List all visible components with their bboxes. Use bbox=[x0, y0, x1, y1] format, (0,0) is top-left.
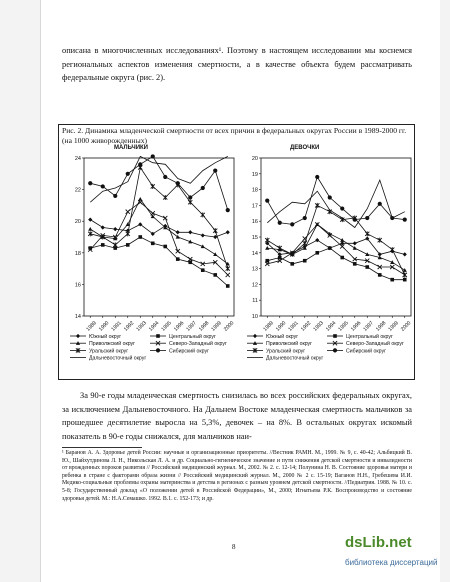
chart-title-girls: ДЕВОЧКИ bbox=[290, 145, 320, 151]
girls-data-point bbox=[353, 262, 357, 266]
boys-x-tick-label: 1993 bbox=[135, 320, 148, 333]
boys-y-tick-label: 18 bbox=[74, 250, 81, 257]
boys-x-tick-label: 2000 bbox=[222, 320, 236, 333]
girls-legend-marker bbox=[333, 348, 337, 352]
girls-data-point bbox=[378, 273, 382, 277]
boys-chart bbox=[66, 140, 238, 376]
boys-legend-label: Северо-Западный округ bbox=[169, 341, 227, 348]
boys-legend-label: Приволжский округ bbox=[89, 341, 136, 348]
boys-x-tick-label: 1992 bbox=[122, 320, 136, 333]
boys-legend-label: Уральский округ bbox=[89, 348, 129, 355]
girls-data-point bbox=[290, 262, 294, 266]
boys-legend-label: Дальневосточный округ bbox=[89, 355, 147, 362]
girls-x-tick-label: 1996 bbox=[349, 320, 363, 333]
girls-legend-entry bbox=[327, 340, 404, 347]
girls-data-point bbox=[365, 265, 369, 269]
girls-data-point bbox=[290, 222, 294, 226]
boys-data-point bbox=[201, 233, 205, 237]
girls-data-point bbox=[365, 252, 369, 256]
boys-series-line bbox=[90, 202, 228, 275]
girls-data-point bbox=[390, 278, 394, 282]
boys-y-tick-label: 20 bbox=[74, 219, 81, 226]
boys-data-point bbox=[188, 200, 192, 205]
girls-y-tick-label: 18 bbox=[251, 187, 258, 194]
girls-series-0 bbox=[265, 236, 407, 256]
boys-x-tick-label: 1991 bbox=[110, 320, 123, 333]
girls-y-tick-label: 19 bbox=[251, 171, 258, 178]
girls-series-6 bbox=[267, 180, 405, 227]
girls-legend-entry bbox=[247, 347, 305, 354]
boys-data-point bbox=[88, 218, 92, 222]
boys-data-point bbox=[101, 243, 105, 247]
boys-x-tick-label: 1998 bbox=[197, 320, 211, 333]
girls-series-line bbox=[267, 177, 405, 224]
boys-x-tick-label: 1996 bbox=[172, 320, 186, 333]
girls-data-point bbox=[315, 238, 319, 242]
girls-data-point bbox=[265, 238, 269, 243]
girls-y-tick-label: 17 bbox=[251, 203, 258, 210]
boys-data-point bbox=[176, 181, 180, 185]
watermark bbox=[345, 534, 445, 574]
boys-x-tick-label: 1994 bbox=[147, 320, 161, 333]
girls-legend-label: Приволжский округ bbox=[266, 341, 313, 348]
girls-y-tick-label: 13 bbox=[251, 266, 258, 273]
boys-data-point bbox=[226, 284, 230, 288]
boys-data-point bbox=[176, 257, 180, 261]
girls-series-5 bbox=[265, 175, 407, 227]
boys-data-point bbox=[226, 230, 230, 234]
girls-data-point bbox=[365, 216, 369, 220]
boys-series-3 bbox=[88, 200, 230, 277]
girls-x-tick-label: 1995 bbox=[337, 320, 350, 333]
boys-x-tick-label: 1995 bbox=[160, 320, 173, 333]
girls-series-line bbox=[267, 205, 405, 275]
boys-legend-label: Сибирский округ bbox=[169, 348, 209, 355]
girls-data-point bbox=[278, 256, 282, 260]
girls-x-tick-label: 1993 bbox=[312, 320, 325, 333]
boys-data-point bbox=[126, 243, 130, 247]
boys-data-point bbox=[176, 249, 180, 253]
girls-data-point bbox=[315, 251, 319, 255]
girls-data-point bbox=[265, 199, 269, 203]
girls-legend-label: Центральный округ bbox=[346, 334, 393, 340]
boys-series-2 bbox=[88, 197, 230, 266]
boys-legend-label: Центральный округ bbox=[169, 334, 216, 340]
boys-legend-entry bbox=[150, 333, 216, 340]
boys-series-line bbox=[90, 156, 228, 210]
girls-legend-marker bbox=[333, 334, 337, 338]
girls-x-tick-label: 1997 bbox=[362, 320, 375, 333]
boys-x-tick-label: 1990 bbox=[97, 320, 111, 333]
boys-data-point bbox=[138, 235, 142, 239]
boys-data-point bbox=[201, 268, 205, 272]
boys-legend-entry bbox=[70, 347, 128, 354]
boys-legend-marker bbox=[156, 334, 160, 338]
boys-data-point bbox=[226, 273, 230, 277]
boys-y-tick-label: 16 bbox=[74, 282, 81, 289]
boys-legend-entry bbox=[70, 340, 135, 347]
boys-series-line bbox=[90, 156, 228, 202]
boys-data-point bbox=[213, 228, 217, 233]
girls-y-tick-label: 10 bbox=[251, 314, 258, 320]
boys-data-point bbox=[226, 266, 230, 271]
girls-y-tick-label: 15 bbox=[251, 235, 258, 241]
boys-data-point bbox=[126, 210, 130, 214]
girls-x-tick-label: 1999 bbox=[387, 320, 400, 333]
girls-series-3 bbox=[265, 222, 407, 277]
boys-y-tick-label: 14 bbox=[74, 314, 81, 320]
watermark-logo: dsLib.net bbox=[345, 534, 412, 551]
boys-x-tick-label: 1999 bbox=[210, 320, 223, 333]
page-number: 8 bbox=[232, 543, 236, 551]
girls-series-line bbox=[267, 180, 405, 227]
boys-legend-label: Южный округ bbox=[89, 334, 122, 340]
girls-x-tick-label: 1989 bbox=[262, 320, 275, 333]
boys-legend-entry bbox=[150, 347, 209, 354]
boys-legend-entry bbox=[150, 340, 227, 347]
boys-series-5 bbox=[88, 154, 230, 212]
boys-series-line bbox=[90, 168, 228, 269]
boys-data-point bbox=[213, 273, 217, 277]
girls-data-point bbox=[315, 175, 319, 179]
girls-x-tick-label: 1998 bbox=[374, 320, 388, 333]
boys-data-point bbox=[213, 169, 217, 173]
girls-data-point bbox=[340, 238, 344, 242]
girls-y-tick-label: 16 bbox=[251, 219, 258, 226]
boys-data-point bbox=[201, 186, 205, 190]
boys-data-point bbox=[188, 260, 192, 264]
girls-x-tick-label: 2000 bbox=[399, 320, 413, 333]
girls-legend-label: Сибирский округ bbox=[346, 348, 386, 355]
girls-series-line bbox=[267, 224, 405, 270]
girls-data-point bbox=[303, 216, 307, 220]
girls-data-point bbox=[328, 246, 332, 250]
boys-data-point bbox=[163, 195, 167, 200]
girls-y-tick-label: 20 bbox=[251, 156, 258, 162]
girls-legend-entry bbox=[247, 340, 312, 347]
boys-data-point bbox=[151, 242, 155, 246]
girls-data-point bbox=[403, 218, 407, 222]
boys-x-tick-label: 1989 bbox=[85, 320, 98, 333]
boys-data-point bbox=[163, 216, 167, 220]
boys-data-point bbox=[176, 230, 180, 234]
girls-data-point bbox=[278, 246, 282, 251]
girls-y-tick-label: 12 bbox=[251, 282, 258, 289]
girls-legend-entry bbox=[327, 347, 386, 354]
boys-legend-marker bbox=[76, 334, 80, 338]
watermark-subtitle: библиотека диссертаций bbox=[345, 558, 438, 567]
girls-data-point bbox=[278, 221, 282, 225]
boys-y-tick-label: 22 bbox=[74, 187, 81, 194]
boys-data-point bbox=[113, 194, 117, 198]
girls-legend-label: Дальневосточный округ bbox=[266, 355, 324, 362]
boys-data-point bbox=[213, 252, 217, 256]
boys-data-point bbox=[88, 181, 92, 185]
girls-data-point bbox=[390, 247, 394, 252]
boys-data-point bbox=[201, 212, 205, 217]
footnote-rule bbox=[62, 447, 142, 448]
boys-data-point bbox=[113, 242, 117, 247]
girls-x-tick-label: 1992 bbox=[299, 320, 313, 333]
boys-data-point bbox=[151, 184, 155, 189]
boys-series-4 bbox=[88, 165, 230, 271]
boys-data-point bbox=[101, 225, 105, 229]
girls-legend-label: Уральский округ bbox=[266, 348, 306, 355]
girls-series-2 bbox=[265, 222, 407, 272]
paragraph-analysis: За 90-е годы младенческая смертность снизилась во всех российских федеральных округах, за исключением Дальневосточного. На Дальнем Востоке младенческая смертность мальчиков за прошедшее десятилетие выросла на 5,3%, девочек – на 8%. В остальных округах искомый показатель в 90-е годы снижался, для мальчиков наи- bbox=[62, 391, 412, 441]
girls-legend-marker bbox=[253, 334, 257, 338]
boys-series-line bbox=[90, 199, 228, 264]
boys-series-1 bbox=[88, 235, 229, 288]
girls-data-point bbox=[353, 218, 357, 222]
girls-legend-label: Южный округ bbox=[266, 334, 299, 340]
footnote-text: ¹ Баранов А. А. Здоровье детей России: научные и организационные приоритеты. //Вестник РАМН. М., 1999. № 9, с. 40-42; Альбицкий В. Ю., Шайхутдинова Л. Н., Никольская Л. А. и др. Социально-гигиеническое значение и пути снижения детской смертности и инвалидности от врожденных пороков развития // Российский медицинский журнал. М., 2002. № 2. с. 12-14; Полунина Н. В. Состояние здоровья матери и ребенка в стране с факторами образа жизни // Российский медицинский журнал. М., 2000 № 2 с. 15-19; Ваганов Н.Н., Гребешева И.И. Медико-социальные проблемы охраны материнства и детства в регионах с разным уровнем детской смертности. //Педиатрия. 1988. № 10. с. 5-8; Государственный доклад «О положении детей в Российской Федерации», М., 2000; Игнатьева Р.К. Воспроизводство и состояние здоровья детей. М.: Н.А.Семашко. 1992. В.1. с. 152-173; и др. bbox=[62, 450, 412, 502]
boys-data-point bbox=[126, 172, 130, 176]
girls-legend-label: Северо-Западный округ bbox=[346, 341, 404, 348]
girls-data-point bbox=[340, 206, 344, 210]
boys-plot-area bbox=[84, 158, 234, 316]
boys-data-point bbox=[113, 227, 117, 231]
girls-legend-entry bbox=[327, 333, 393, 340]
boys-data-point bbox=[163, 245, 167, 249]
girls-x-tick-label: 1991 bbox=[287, 320, 300, 333]
boys-legend-entry bbox=[70, 355, 146, 362]
girls-x-tick-label: 1990 bbox=[274, 320, 288, 333]
girls-legend-entry bbox=[247, 333, 298, 340]
boys-data-point bbox=[151, 154, 155, 158]
girls-chart bbox=[243, 140, 415, 376]
girls-data-point bbox=[378, 202, 382, 206]
girls-data-point bbox=[303, 241, 307, 246]
girls-x-tick-label: 1994 bbox=[324, 320, 338, 333]
boys-data-point bbox=[226, 208, 230, 212]
girls-y-tick-label: 11 bbox=[252, 298, 258, 305]
boys-series-6 bbox=[90, 156, 228, 202]
girls-data-point bbox=[365, 231, 369, 236]
boys-y-tick-label: 24 bbox=[74, 156, 81, 162]
boys-legend-marker bbox=[156, 348, 160, 352]
boys-data-point bbox=[163, 175, 167, 179]
girls-data-point bbox=[328, 195, 332, 199]
boys-x-tick-label: 1997 bbox=[185, 320, 198, 333]
boys-data-point bbox=[126, 231, 130, 236]
boys-data-point bbox=[188, 230, 192, 234]
boys-data-point bbox=[138, 162, 142, 166]
girls-data-point bbox=[378, 238, 382, 243]
girls-data-point bbox=[403, 278, 407, 282]
chart-title-boys: МАЛЬЧИКИ bbox=[114, 145, 148, 151]
figure-caption: Рис. 2. Динамика младенческой смертности от всех причин в федеральных округах России в 1989-2000 гг. (на 1000 живорожденных) bbox=[62, 126, 407, 145]
girls-legend-entry bbox=[247, 355, 323, 362]
girls-data-point bbox=[403, 272, 407, 277]
girls-data-point bbox=[315, 203, 319, 208]
girls-series-line bbox=[267, 224, 405, 275]
girls-data-point bbox=[303, 259, 307, 263]
girls-y-tick-label: 14 bbox=[251, 250, 258, 257]
boys-series-line bbox=[90, 237, 228, 286]
boys-data-point bbox=[101, 184, 105, 188]
boys-legend-entry bbox=[70, 333, 121, 340]
girls-data-point bbox=[403, 252, 407, 256]
page-left-edge bbox=[40, 0, 41, 582]
girls-data-point bbox=[353, 246, 357, 250]
girls-data-point bbox=[265, 246, 269, 250]
girls-data-point bbox=[340, 256, 344, 260]
boys-data-point bbox=[188, 195, 192, 199]
boys-data-point bbox=[88, 227, 92, 231]
girls-data-point bbox=[353, 241, 357, 245]
girls-data-point bbox=[265, 259, 269, 263]
paragraph-intro: описана в многочисленных исследованиях¹. Поэтому в настоящем исследовании мы коснемся региональных аспектов изменения смертности, а в качестве объекта будем рассматривать федеральные округа (рис. 2). bbox=[62, 46, 412, 82]
